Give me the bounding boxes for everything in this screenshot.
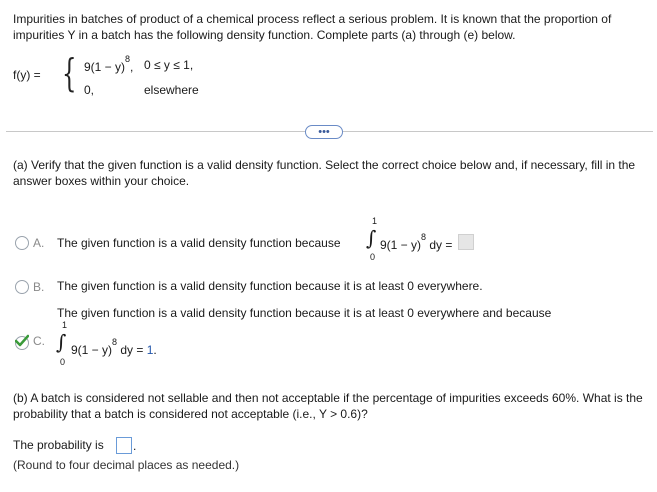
density-function-label: f(y) = — [13, 68, 41, 82]
probability-label: The probability is — [13, 438, 104, 452]
piecewise-brace: { — [62, 51, 77, 95]
option-c-exponent: 8 — [112, 337, 118, 347]
option-a-letter: A. — [33, 236, 45, 250]
rounding-hint: (Round to four decimal places as needed.) — [13, 458, 240, 472]
part-b-prompt: (b) A batch is considered not sellable and then not acceptable if the percentage of impurities exceeds 60%. What is the probability that a batch is considered not acceptable (i.e., Y > 0.6)? — [13, 391, 643, 421]
density-case-1-condition: 0 ≤ y ≤ 1, — [144, 58, 194, 72]
option-c-lower-limit: 0 — [60, 357, 66, 367]
option-a-lower-limit: 0 — [370, 252, 376, 262]
option-a-radio[interactable] — [15, 236, 29, 250]
correct-check-icon — [15, 334, 29, 348]
probability-answer-box[interactable] — [116, 437, 132, 454]
option-c-dy: dy = — [120, 343, 144, 357]
density-case-2-condition: elsewhere — [144, 83, 199, 97]
option-a-exponent: 8 — [421, 232, 427, 242]
case1-exponent: 8 — [125, 54, 131, 64]
option-b-radio[interactable] — [15, 280, 29, 294]
problem-intro: Impurities in batches of product of a chemical process reflect a serious problem. It is known that the proportion of impurities Y in a batch has the following density function. Complete parts (a) through (e) below. — [13, 12, 612, 42]
option-a-integrand-base: 9(1 − y) — [380, 238, 422, 252]
case1-expression: 9(1 − y) — [84, 60, 126, 74]
option-a-upper-limit: 1 — [372, 216, 378, 226]
option-c-integral-sign: ∫ — [56, 330, 67, 354]
case1-separator: , — [130, 60, 134, 74]
option-b-text[interactable]: The given function is a valid density function because it is at least 0 everywhere. — [57, 279, 483, 293]
option-a-integrand — [380, 232, 453, 252]
density-case-1 — [84, 54, 134, 74]
option-a-text[interactable]: The given function is a valid density function because — [57, 236, 341, 250]
option-c-period: . — [153, 343, 157, 357]
expand-more-button[interactable]: ••• — [305, 125, 343, 139]
option-c-text[interactable]: The given function is a valid density function because it is at least 0 everywhere and because — [57, 306, 552, 320]
option-c-integrand-base: 9(1 − y) — [71, 343, 113, 357]
option-a-integral-sign: ∫ — [366, 226, 377, 250]
option-c-upper-limit: 1 — [62, 320, 68, 330]
option-c-integrand — [71, 337, 157, 357]
option-a-dy: dy = — [429, 238, 453, 252]
option-c-answer: 1 — [146, 343, 154, 357]
option-b-letter: B. — [33, 280, 45, 294]
option-a-answer-box[interactable] — [458, 234, 474, 250]
probability-period: . — [133, 439, 137, 453]
density-case-2: 0, — [84, 83, 95, 97]
part-a-prompt: (a) Verify that the given function is a valid density function. Select the correct choice below and, if necessary, fill in the answer boxes within your choice. — [13, 158, 636, 188]
option-c-letter: C. — [33, 334, 45, 348]
